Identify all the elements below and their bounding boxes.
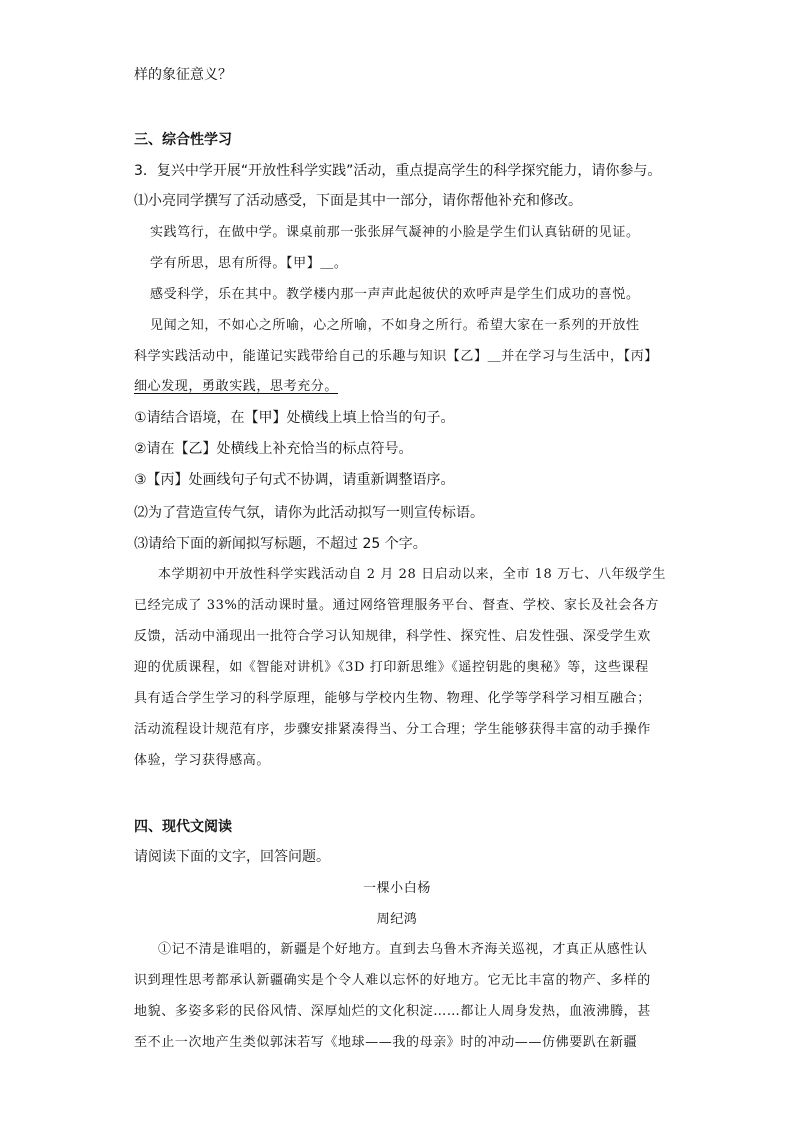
article-line-3: 地貌、多姿多彩的民俗风情、深厚灿烂的文化积淀……都让人周身发热，血液沸腾，甚 <box>134 1004 651 1019</box>
passage-line-3: 感受科学，乐在其中。教学楼内那一声声此起彼伏的欢呼声是学生们成功的喜悦。 <box>150 287 640 302</box>
news-line-4: 迎的优质课程，如《智能对讲机》《3D 打印新思维》《遥控钥匙的奥秘》等，这些课程 <box>134 660 649 675</box>
question-3-3: ⑶请给下面的新闻拟写标题，不超过 25 个字。 <box>134 536 427 552</box>
article-line-2: 识到理性思考都承认新疆确实是个令人难以忘怀的好地方。它无比丰富的物产、多样的 <box>134 973 651 988</box>
news-line-2: 已经完成了 33%的活动课时量。通过网络管理服务平台、督查、学校、家长及社会各方 <box>134 598 660 613</box>
passage-line-4: 见闻之知，不如心之所喻，心之所喻，不如身之所行。希望大家在一系列的开放性 <box>150 318 640 333</box>
reading-instruction: 请阅读下面的文字，回答问题。 <box>134 849 330 865</box>
section-heading-4: 四、现代文阅读 <box>134 819 232 835</box>
passage-line-5: 科学实践活动中，能谨记实践带给自己的乐趣与知识【乙】＿并在学习与生活中，【丙】 <box>134 349 658 364</box>
question-continuation: 样的象征意义？ <box>134 67 232 83</box>
question-3-stem: 3．复兴中学开展“开放性科学实践”活动，重点提高学生的科学探究能力，请你参与。 <box>134 163 662 179</box>
news-line-1: 本学期初中开放性科学实践活动自 2 月 28 日启动以来，全市 18 万七、八年级学生 <box>158 567 666 582</box>
article-line-1: ①记不清是谁唱的，新疆是个好地方。直到去乌鲁木齐海关巡视，才真正从感性认 <box>158 942 648 957</box>
sub-question-1: ①请结合语境，在【甲】处横线上填上恰当的句子。 <box>134 410 455 426</box>
sub-question-3: ③【丙】处画线句子句式不协调，请重新调整语序。 <box>134 472 455 488</box>
article-line-4: 至不止一次地产生类似郭沫若写《地球——我的母亲》时的冲动——仿佛要趴在新疆 <box>134 1035 638 1050</box>
news-line-3: 反馈，活动中涌现出一批符合学习认知规律，科学性、探究性、启发性强、深受学生欢 <box>134 629 651 644</box>
article-author: 周纪鸿 <box>376 912 418 927</box>
news-line-5: 具有适合学生学习的科学原理，能够与学校内生物、物理、化学等学科学习相互融合； <box>134 691 651 706</box>
passage-line-2: 学有所思，思有所得。【甲】＿。 <box>150 256 348 271</box>
sub-question-2: ②请在【乙】处横线上补充恰当的标点符号。 <box>134 441 413 457</box>
news-line-7: 体验，学习获得感高。 <box>134 753 271 768</box>
question-3-2: ⑵为了营造宣传气氛，请你为此活动拟写一则宣传标语。 <box>134 505 484 521</box>
passage-line-1: 实践笃行，在做中学。课桌前那一张张屏气凝神的小脸是学生们认真钻研的见证。 <box>150 225 640 240</box>
news-line-6: 活动流程设计规范有序，步骤安排紧凑得当、分工合理；学生能够获得丰富的动手操作 <box>134 722 651 737</box>
question-3-1: ⑴小亮同学撰写了活动感受，下面是其中一部分，请你帮他补充和修改。 <box>134 193 582 209</box>
article-title: 一棵小白杨 <box>362 881 431 896</box>
passage-line-6-underlined: 细心发现，勇敢实践，思考充分。 <box>134 379 339 394</box>
section-heading-3: 三、综合性学习 <box>134 132 232 148</box>
